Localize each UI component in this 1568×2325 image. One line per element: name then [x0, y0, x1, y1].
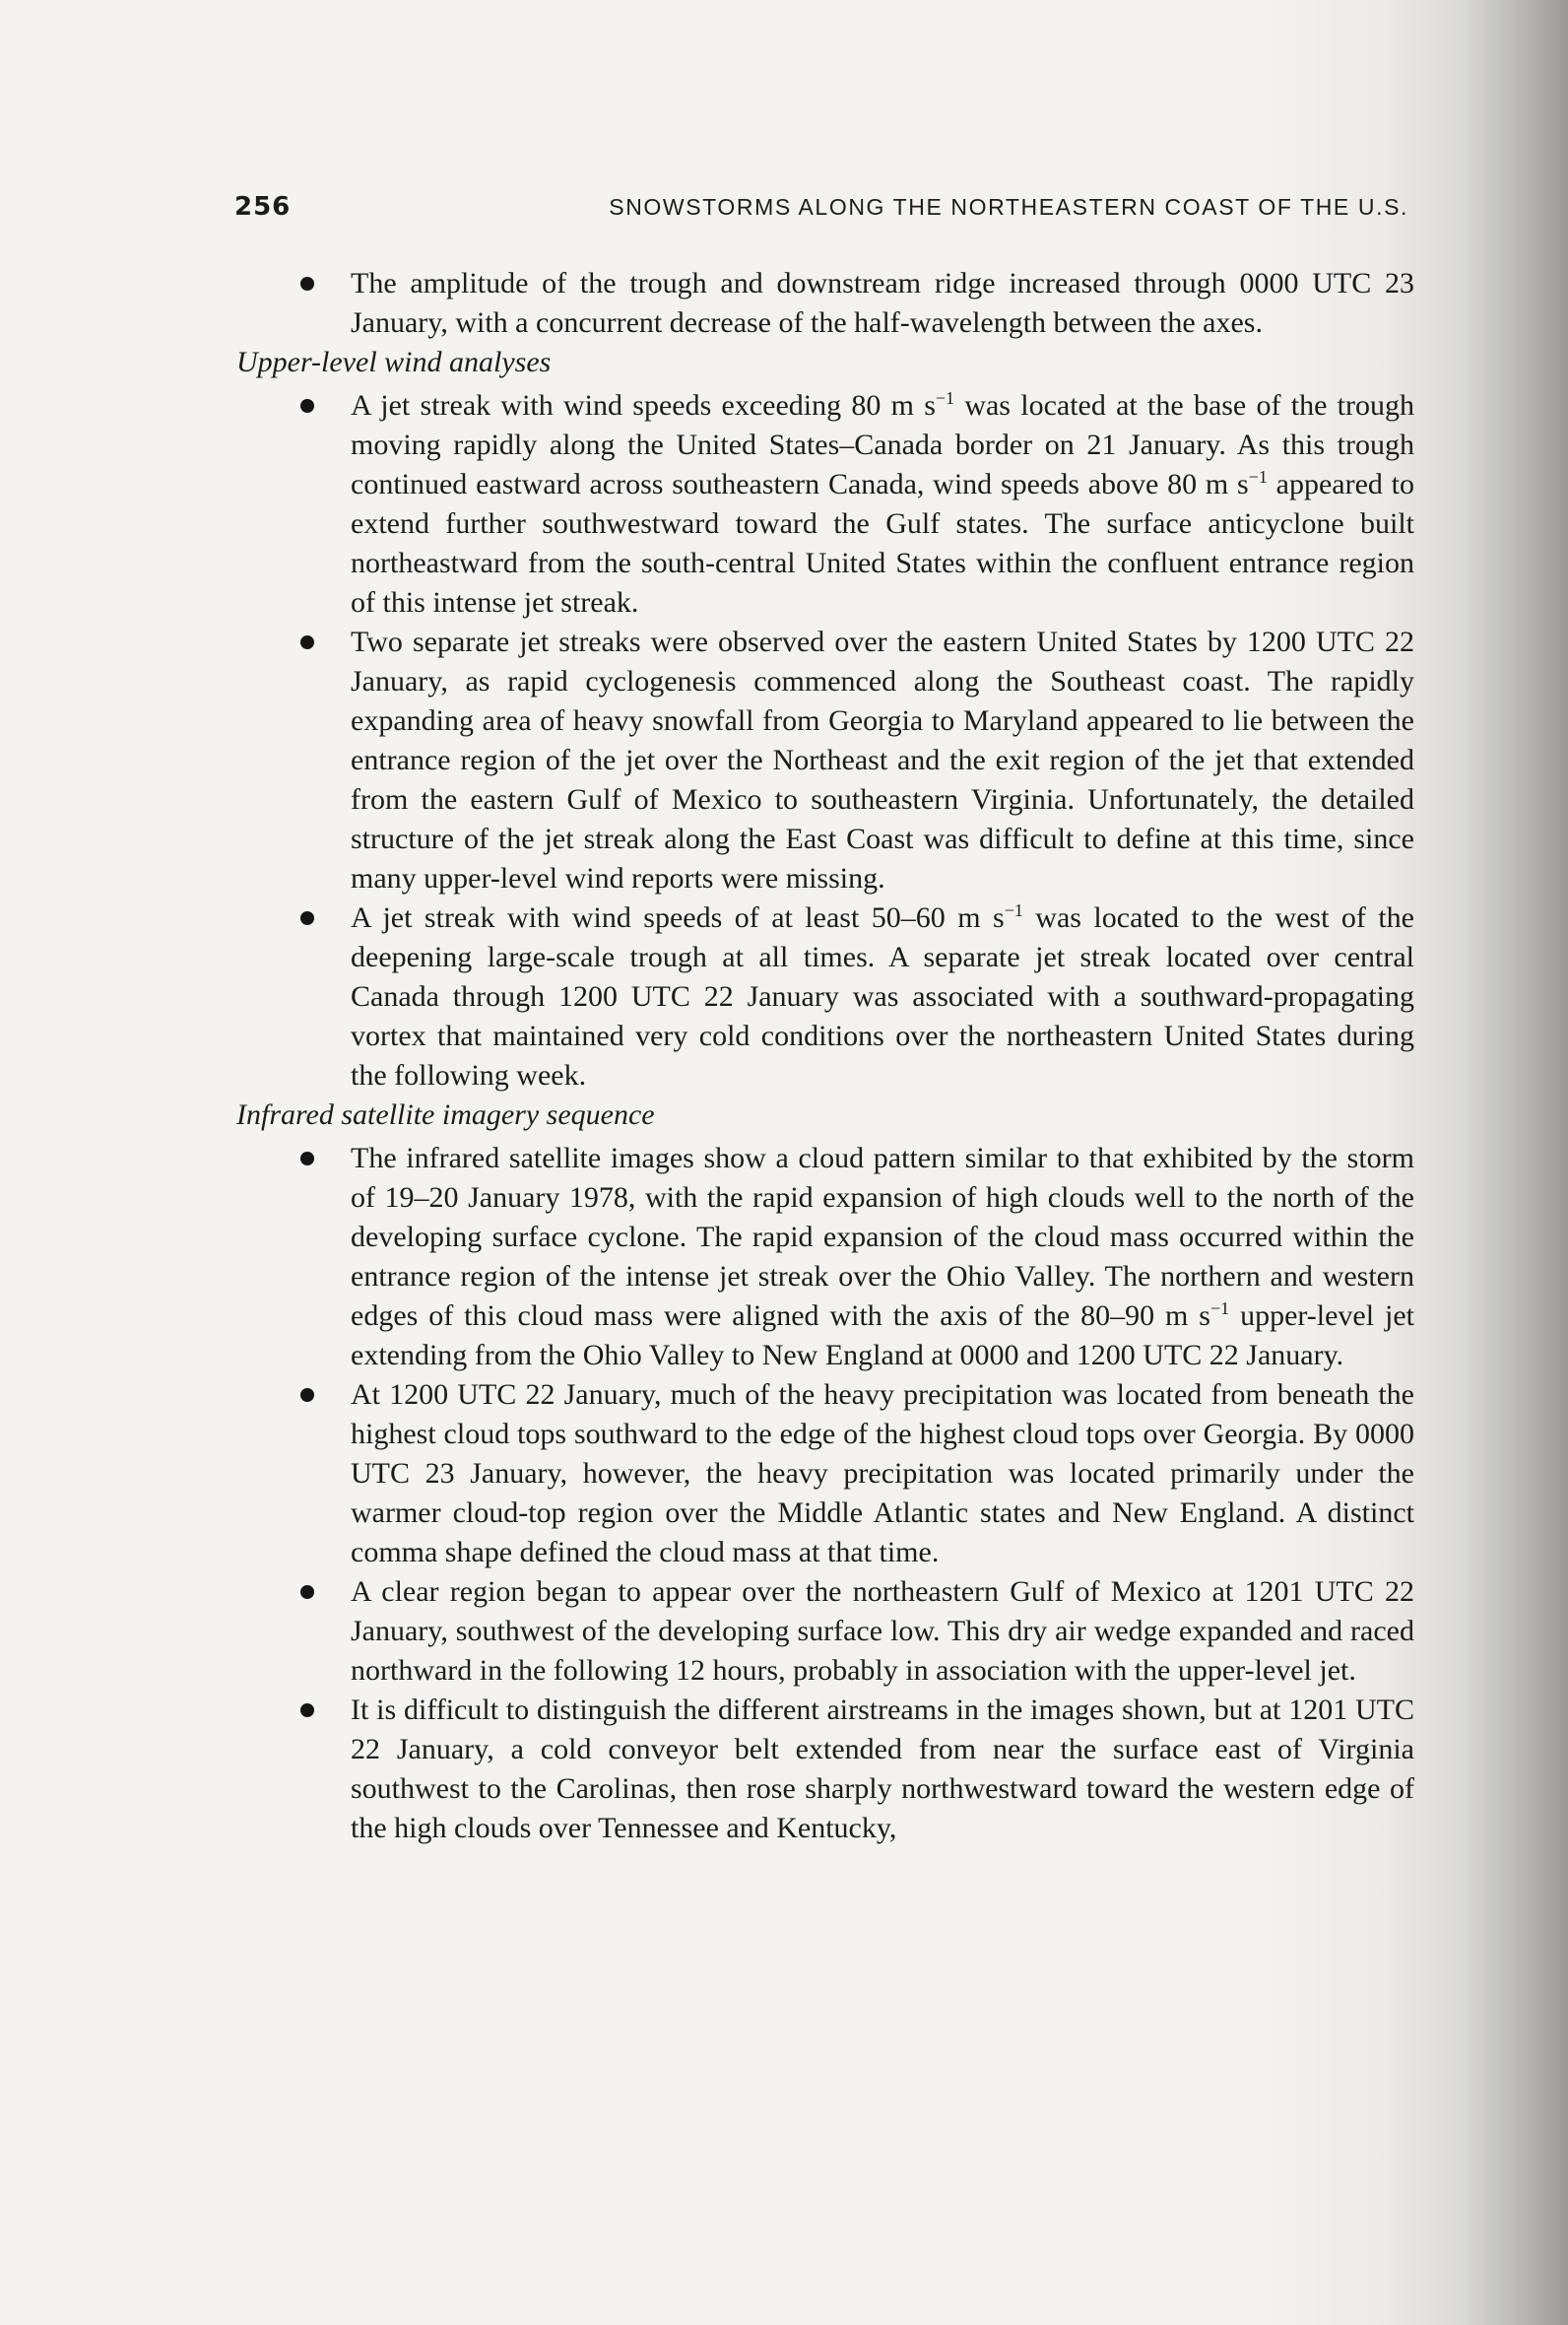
bullet-text: Two separate jet streaks were observed over the eastern United States by 1200 UTC 22 January, as rapid cyclogenesis commenced along the Southeast coast. The rapidly expanding area of heavy snowfall from Georgia to Maryland appeared to lie between the entrance region of the jet over the Northeast and the exit region of the jet that extended from the eastern Gulf of Mexico to southeastern Virginia. Unfortunately, the detailed structure of the jet streak along the East Coast was difficult to define at this time, since many upper-level wind reports were missing.: [351, 626, 1414, 895]
bullet-text: appeared to extend further southwestward toward the Gulf states. The surface anticyclone built northeastward from the south-central United States within the confluent entrance region of this intense jet streak.: [351, 468, 1415, 619]
bullet-item: [234, 1691, 1414, 1848]
bullet-dot: [300, 1388, 314, 1402]
bullet-item: [234, 898, 1414, 1096]
superscript: −1: [935, 388, 955, 408]
bullet-text: The amplitude of the trough and downstream ridge increased through 0000 UTC 23 January, with a concurrent decrease of the half-wavelength between the axes.: [351, 267, 1414, 339]
bullet-text: A jet streak with wind speeds exceeding 80 m s: [351, 389, 936, 422]
superscript: −1: [1209, 1298, 1230, 1318]
bullet-text: It is difficult to distinguish the different airstreams in the images shown, but at 1201 UTC 22 January, a cold conveyor belt extended from near the surface east of Virginia southwest to the Carolinas, then rose sharply northwestward toward the western edge of the high clouds over Tennessee and Kentucky,: [351, 1694, 1414, 1844]
bullet-dot: [300, 1152, 314, 1165]
bullet-text: The infrared satellite images show a cloud pattern similar to that exhibited by the storm of 19–20 January 1978, with the rapid expansion of high clouds well to the north of the developing surface cyclone. The rapid expansion of the cloud mass occurred within the entrance region of the intense jet streak over the Ohio Valley. The northern and western edges of this cloud mass were aligned with the axis of the 80–90 m s: [351, 1142, 1414, 1332]
page-header: [234, 192, 1408, 232]
bullet-item: [234, 264, 1414, 343]
bullet-item: [234, 386, 1414, 623]
section-heading-upper-level-wind: Upper-level wind analyses: [236, 346, 552, 378]
superscript: −1: [1248, 467, 1268, 487]
bullet-item: [234, 623, 1414, 898]
bullet-dot: [300, 1585, 314, 1599]
bullet-text: upper-level jet extending from the Ohio Valley to New England at 0000 and 1200 UTC 22 January.: [351, 1299, 1414, 1371]
page-number: 256: [234, 192, 292, 222]
running-head: SNOWSTORMS ALONG THE NORTHEASTERN COAST OF THE U.S.: [609, 194, 1408, 220]
bullet-dot: [300, 277, 314, 291]
bullet-item: [234, 1139, 1414, 1375]
page-content: [234, 264, 1414, 1848]
bullet-text: At 1200 UTC 22 January, much of the heavy precipitation was located from beneath the highest cloud tops southward to the edge of the highest cloud tops over Georgia. By 0000 UTC 23 January, however, the heavy precipitation was located primarily under the warmer cloud-top region over the Middle Atlantic states and New England. A distinct comma shape defined the cloud mass at that time.: [351, 1378, 1414, 1568]
bullet-text: A jet streak with wind speeds of at least 50–60 m s: [351, 901, 1005, 934]
bullet-text: was located to the west of the deepening large-scale trough at all times. A separate jet streak located over central Canada through 1200 UTC 22 January was associated with a southward-propagating vortex that maintained very cold conditions over the northeastern United States during the following week.: [351, 901, 1414, 1092]
bullet-dot: [300, 911, 314, 925]
bullet-item: [234, 1375, 1414, 1572]
bullet-dot: [300, 1703, 314, 1717]
section-heading-infrared-satellite: Infrared satellite imagery sequence: [236, 1098, 655, 1131]
bullet-item: [234, 1572, 1414, 1691]
bullet-dot: [300, 399, 314, 413]
bullet-text: A clear region began to appear over the northeastern Gulf of Mexico at 1201 UTC 22 January, southwest of the developing surface low. This dry air wedge expanded and raced northward in the following 12 hours, probably in association with the upper-level jet.: [351, 1575, 1414, 1687]
bullet-dot: [300, 635, 314, 649]
bullet-text: was located at the base of the trough moving rapidly along the United States–Canada border on 21 January. As this trough continued eastward across southeastern Canada, wind speeds above 80 m s: [351, 389, 1414, 500]
superscript: −1: [1004, 900, 1023, 920]
